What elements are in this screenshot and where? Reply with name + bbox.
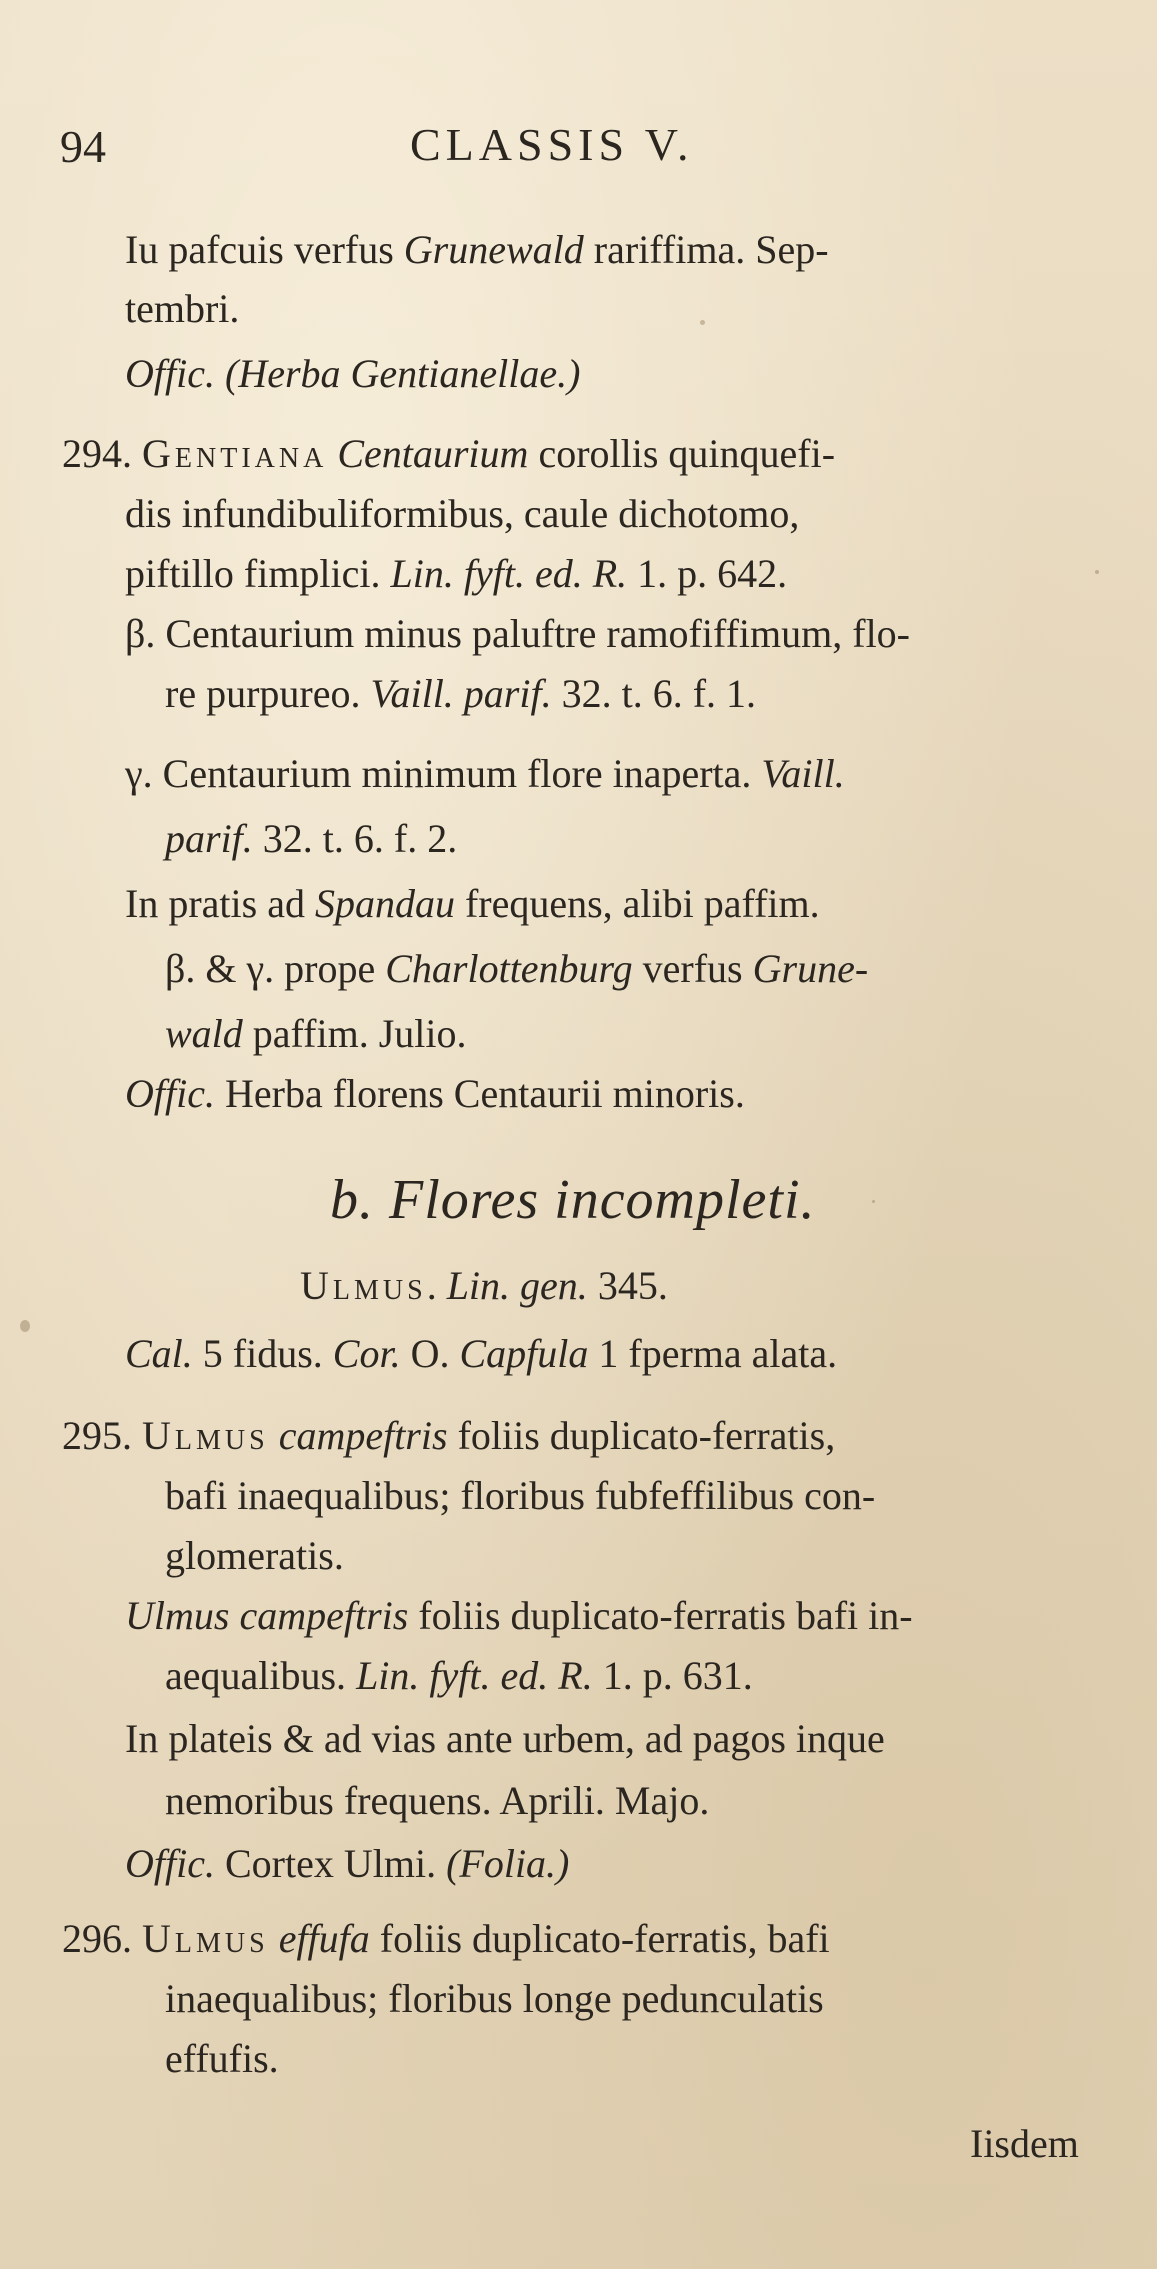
text-line: [165, 815, 457, 863]
text-segment: (Folia.): [446, 1841, 570, 1886]
text-line: [125, 1070, 745, 1118]
text-segment: γ. Centaurium minimum flore inaperta.: [125, 751, 762, 796]
text-segment: 296.: [62, 1916, 142, 1961]
text-line: [125, 550, 787, 598]
text-segment: 32. t. 6. f. 1.: [551, 671, 757, 716]
text-segment: Cortex Ulmi.: [214, 1841, 447, 1886]
text-segment: Offic.: [125, 1841, 215, 1886]
text-line: [62, 1915, 830, 1963]
text-segment: 295.: [62, 1413, 142, 1458]
page-number: 94: [60, 121, 106, 172]
text-segment: Gentiana: [142, 431, 328, 476]
text-line: [125, 1330, 837, 1378]
text-segment: re purpureo.: [165, 671, 371, 716]
text-segment: Ulmus: [142, 1413, 269, 1458]
text-segment: β. & γ. prope: [165, 946, 386, 991]
text-segment: Vaill.: [761, 751, 845, 796]
text-line: [62, 1412, 835, 1460]
text-segment: [327, 431, 337, 476]
text-segment: In pratis ad: [125, 881, 315, 926]
text-line: [165, 945, 868, 993]
text-segment: foliis duplicato-ferratis, bafi: [369, 1916, 830, 1961]
text-line: [62, 430, 835, 478]
text-segment: dis infundibuliformibus, caule dichotomo,: [125, 491, 800, 536]
text-segment: O.: [400, 1331, 460, 1376]
text-segment: Vaill. parif.: [370, 671, 552, 716]
text-segment: 294.: [62, 431, 142, 476]
text-segment: In plateis & ad vias ante urbem, ad pagos inque: [125, 1716, 885, 1761]
text-line: [125, 490, 799, 538]
text-line: [125, 1840, 569, 1888]
text-line: [125, 1592, 913, 1640]
text-segment: bafi inaequalibus; floribus fubfeffilibus con-: [165, 1473, 876, 1518]
catchword: Iisdem: [970, 2121, 1079, 2166]
text-segment: Grunewald: [403, 227, 584, 272]
text-segment: Offic.: [125, 1071, 215, 1116]
text-line: [165, 1777, 709, 1825]
text-segment: Cal.: [125, 1331, 193, 1376]
text-segment: parif.: [165, 816, 253, 861]
text-line: [125, 226, 829, 274]
text-segment: β. Centaurium minus paluftre ramofiffimum, flo-: [125, 611, 910, 656]
text-segment: Lin. fyft. ed. R.: [356, 1653, 593, 1698]
text-line: [125, 750, 845, 798]
text-segment: Grune-: [752, 946, 869, 991]
running-head: CLASSIS V.: [410, 119, 694, 170]
text-segment: Lin. fyft. ed. R.: [390, 551, 628, 596]
text-segment: Charlottenburg: [385, 946, 633, 991]
text-segment: 1. p. 642.: [627, 551, 788, 596]
text-line: [125, 1715, 885, 1763]
text-segment: effufa: [278, 1916, 370, 1961]
text-segment: Ulmus campeftris: [125, 1593, 409, 1638]
text-segment: Centaurium: [337, 431, 529, 476]
text-segment: 1. p. 631.: [592, 1653, 753, 1698]
section-subheading: b. Flores incompleti.: [330, 1169, 816, 1231]
text-segment: Ulmus: [142, 1916, 269, 1961]
text-segment: nemoribus frequens. Aprili. Majo.: [165, 1778, 710, 1823]
text-line: [125, 285, 239, 333]
text-segment: Spandau: [314, 881, 455, 926]
text-segment: rariffima. Sep-: [583, 227, 829, 272]
text-segment: tembri.: [125, 286, 240, 331]
text-line: [165, 1975, 824, 2023]
text-segment: piftillo fimplici.: [125, 551, 391, 596]
text-line: [165, 1652, 753, 1700]
text-segment: Herba florens Centaurii minoris.: [214, 1071, 745, 1116]
text-segment: [269, 1916, 279, 1961]
text-segment: paffim. Julio.: [242, 1011, 467, 1056]
text-segment: Capfula: [459, 1331, 589, 1376]
text-segment: glomeratis.: [165, 1533, 344, 1578]
text-line: [165, 1472, 875, 1520]
text-line: [165, 670, 756, 718]
text-segment: inaequalibus; floribus longe pedunculatis: [165, 1976, 824, 2021]
text-segment: campeftris: [278, 1413, 448, 1458]
text-segment: foliis duplicato-ferratis,: [447, 1413, 836, 1458]
text-line: [165, 1010, 467, 1058]
text-line: [125, 880, 820, 928]
text-segment: Cor.: [332, 1331, 401, 1376]
text-segment: Ulmus: [300, 1263, 427, 1308]
text-segment: Iu pafcuis verfus: [125, 227, 404, 272]
text-segment: Offic. (Herba Gentianellae.): [125, 351, 581, 396]
text-segment: 32. t. 6. f. 2.: [252, 816, 458, 861]
text-segment: [269, 1413, 279, 1458]
text-line: [300, 1262, 668, 1310]
text-segment: frequens, alibi paffim.: [454, 881, 820, 926]
text-segment: Lin. gen.: [446, 1263, 588, 1308]
text-segment: effufis.: [165, 2036, 279, 2081]
text-segment: foliis duplicato-ferratis bafi in-: [408, 1593, 913, 1638]
text-segment: aequalibus.: [165, 1653, 357, 1698]
text-line: [165, 2035, 279, 2083]
text-segment: wald: [165, 1011, 243, 1056]
text-segment: .: [426, 1263, 447, 1308]
text-line: [125, 610, 910, 658]
text-segment: verfus: [632, 946, 753, 991]
text-line: [125, 350, 580, 398]
text-segment: 5 fidus.: [192, 1331, 333, 1376]
text-line: [165, 1532, 344, 1580]
text-segment: corollis quinquefi-: [528, 431, 836, 476]
text-segment: 345.: [587, 1263, 668, 1308]
text-segment: 1 fperma alata.: [588, 1331, 838, 1376]
